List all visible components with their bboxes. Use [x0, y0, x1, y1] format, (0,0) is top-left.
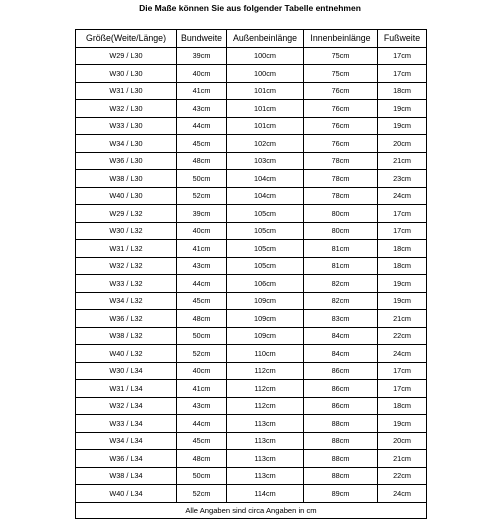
cell-leg-opening: 18cm: [378, 82, 427, 100]
cell-outseam-length: 101cm: [227, 117, 304, 135]
table-row: [76, 82, 427, 100]
cell-outseam-length: 113cm: [227, 450, 304, 468]
cell-leg-opening: 22cm: [378, 327, 427, 345]
cell-leg-opening: 17cm: [378, 47, 427, 65]
cell-inseam-length: 81cm: [304, 257, 378, 275]
cell-size: W31 / L34: [76, 380, 177, 398]
cell-size: W31 / L30: [76, 82, 177, 100]
cell-waist-width: 43cm: [177, 100, 227, 118]
cell-outseam-length: 104cm: [227, 170, 304, 188]
header-outseam-length: Außenbeinlänge: [227, 30, 304, 48]
cell-inseam-length: 88cm: [304, 432, 378, 450]
footer-note: Alle Angaben sind circa Angaben in cm: [76, 502, 427, 519]
cell-size: W34 / L30: [76, 135, 177, 153]
cell-size: W38 / L32: [76, 327, 177, 345]
cell-size: W38 / L30: [76, 170, 177, 188]
cell-size: W33 / L32: [76, 275, 177, 293]
cell-outseam-length: 101cm: [227, 100, 304, 118]
cell-outseam-length: 104cm: [227, 187, 304, 205]
cell-waist-width: 40cm: [177, 362, 227, 380]
cell-size: W32 / L34: [76, 397, 177, 415]
cell-outseam-length: 102cm: [227, 135, 304, 153]
header-size: Größe(Weite/Länge): [76, 30, 177, 48]
cell-leg-opening: 21cm: [378, 310, 427, 328]
table-row: [76, 152, 427, 170]
cell-outseam-length: 105cm: [227, 205, 304, 223]
table-row: [76, 292, 427, 310]
table-row: [76, 397, 427, 415]
table-row: [76, 170, 427, 188]
cell-size: W29 / L32: [76, 205, 177, 223]
cell-leg-opening: 18cm: [378, 397, 427, 415]
cell-leg-opening: 20cm: [378, 135, 427, 153]
cell-inseam-length: 81cm: [304, 240, 378, 258]
table-row: [76, 100, 427, 118]
cell-waist-width: 48cm: [177, 152, 227, 170]
cell-size: W31 / L32: [76, 240, 177, 258]
cell-leg-opening: 17cm: [378, 362, 427, 380]
cell-outseam-length: 100cm: [227, 65, 304, 83]
cell-waist-width: 44cm: [177, 117, 227, 135]
cell-waist-width: 48cm: [177, 310, 227, 328]
cell-inseam-length: 86cm: [304, 362, 378, 380]
table-row: [76, 467, 427, 485]
table-row: [76, 345, 427, 363]
cell-size: W40 / L32: [76, 345, 177, 363]
cell-leg-opening: 22cm: [378, 467, 427, 485]
cell-size: W38 / L34: [76, 467, 177, 485]
cell-waist-width: 40cm: [177, 65, 227, 83]
table-row: [76, 362, 427, 380]
cell-waist-width: 52cm: [177, 485, 227, 503]
cell-inseam-length: 84cm: [304, 327, 378, 345]
cell-waist-width: 44cm: [177, 275, 227, 293]
header-waist-width: Bundweite: [177, 30, 227, 48]
cell-outseam-length: 113cm: [227, 432, 304, 450]
cell-inseam-length: 88cm: [304, 467, 378, 485]
cell-leg-opening: 23cm: [378, 170, 427, 188]
cell-leg-opening: 21cm: [378, 152, 427, 170]
cell-waist-width: 45cm: [177, 292, 227, 310]
table-row: [76, 450, 427, 468]
cell-inseam-length: 86cm: [304, 380, 378, 398]
cell-waist-width: 43cm: [177, 257, 227, 275]
cell-inseam-length: 82cm: [304, 292, 378, 310]
cell-size: W30 / L34: [76, 362, 177, 380]
cell-waist-width: 41cm: [177, 240, 227, 258]
table-row: [76, 47, 427, 65]
cell-leg-opening: 18cm: [378, 240, 427, 258]
cell-size: W36 / L34: [76, 450, 177, 468]
cell-outseam-length: 105cm: [227, 222, 304, 240]
size-table-container: [75, 29, 426, 519]
cell-waist-width: 44cm: [177, 415, 227, 433]
cell-leg-opening: 21cm: [378, 450, 427, 468]
cell-inseam-length: 83cm: [304, 310, 378, 328]
cell-leg-opening: 20cm: [378, 432, 427, 450]
cell-size: W34 / L34: [76, 432, 177, 450]
cell-outseam-length: 110cm: [227, 345, 304, 363]
cell-size: W30 / L32: [76, 222, 177, 240]
cell-inseam-length: 76cm: [304, 135, 378, 153]
table-row: [76, 187, 427, 205]
cell-inseam-length: 88cm: [304, 415, 378, 433]
cell-leg-opening: 24cm: [378, 345, 427, 363]
header-row: [76, 30, 427, 48]
cell-waist-width: 43cm: [177, 397, 227, 415]
table-row: [76, 65, 427, 83]
cell-outseam-length: 106cm: [227, 275, 304, 293]
cell-leg-opening: 17cm: [378, 65, 427, 83]
cell-outseam-length: 112cm: [227, 397, 304, 415]
cell-outseam-length: 109cm: [227, 310, 304, 328]
cell-leg-opening: 19cm: [378, 292, 427, 310]
cell-size: W32 / L30: [76, 100, 177, 118]
table-row: [76, 257, 427, 275]
cell-inseam-length: 78cm: [304, 152, 378, 170]
cell-size: W29 / L30: [76, 47, 177, 65]
cell-waist-width: 50cm: [177, 467, 227, 485]
cell-outseam-length: 109cm: [227, 292, 304, 310]
table-row: [76, 222, 427, 240]
table-row: [76, 485, 427, 503]
cell-size: W34 / L32: [76, 292, 177, 310]
cell-waist-width: 50cm: [177, 170, 227, 188]
table-row: [76, 327, 427, 345]
cell-size: W36 / L32: [76, 310, 177, 328]
cell-waist-width: 41cm: [177, 380, 227, 398]
cell-waist-width: 41cm: [177, 82, 227, 100]
cell-leg-opening: 19cm: [378, 117, 427, 135]
cell-leg-opening: 24cm: [378, 485, 427, 503]
cell-inseam-length: 84cm: [304, 345, 378, 363]
cell-size: W40 / L34: [76, 485, 177, 503]
cell-leg-opening: 17cm: [378, 222, 427, 240]
cell-leg-opening: 17cm: [378, 205, 427, 223]
cell-inseam-length: 78cm: [304, 170, 378, 188]
cell-waist-width: 45cm: [177, 135, 227, 153]
cell-outseam-length: 113cm: [227, 415, 304, 433]
cell-inseam-length: 86cm: [304, 397, 378, 415]
cell-inseam-length: 88cm: [304, 450, 378, 468]
cell-outseam-length: 109cm: [227, 327, 304, 345]
cell-inseam-length: 89cm: [304, 485, 378, 503]
cell-outseam-length: 112cm: [227, 362, 304, 380]
cell-size: W40 / L30: [76, 187, 177, 205]
cell-outseam-length: 105cm: [227, 257, 304, 275]
cell-outseam-length: 112cm: [227, 380, 304, 398]
cell-outseam-length: 103cm: [227, 152, 304, 170]
cell-leg-opening: 24cm: [378, 187, 427, 205]
cell-inseam-length: 75cm: [304, 47, 378, 65]
cell-waist-width: 39cm: [177, 47, 227, 65]
cell-waist-width: 45cm: [177, 432, 227, 450]
header-leg-opening: Fußweite: [378, 30, 427, 48]
size-table-body: [76, 47, 427, 502]
cell-inseam-length: 80cm: [304, 205, 378, 223]
cell-inseam-length: 75cm: [304, 65, 378, 83]
cell-outseam-length: 113cm: [227, 467, 304, 485]
cell-waist-width: 52cm: [177, 187, 227, 205]
cell-leg-opening: 19cm: [378, 275, 427, 293]
table-row: [76, 415, 427, 433]
cell-leg-opening: 19cm: [378, 100, 427, 118]
cell-outseam-length: 114cm: [227, 485, 304, 503]
cell-inseam-length: 80cm: [304, 222, 378, 240]
cell-size: W36 / L30: [76, 152, 177, 170]
cell-inseam-length: 76cm: [304, 82, 378, 100]
table-row: [76, 310, 427, 328]
size-table: [75, 29, 427, 519]
table-row: [76, 275, 427, 293]
table-row: [76, 240, 427, 258]
cell-waist-width: 39cm: [177, 205, 227, 223]
cell-inseam-length: 76cm: [304, 100, 378, 118]
cell-inseam-length: 82cm: [304, 275, 378, 293]
table-row: [76, 380, 427, 398]
cell-waist-width: 52cm: [177, 345, 227, 363]
table-row: [76, 432, 427, 450]
cell-outseam-length: 100cm: [227, 47, 304, 65]
page-title: Die Maße können Sie aus folgender Tabelle entnehmen: [139, 3, 361, 13]
cell-leg-opening: 18cm: [378, 257, 427, 275]
cell-inseam-length: 76cm: [304, 117, 378, 135]
cell-size: W33 / L34: [76, 415, 177, 433]
cell-waist-width: 50cm: [177, 327, 227, 345]
cell-size: W30 / L30: [76, 65, 177, 83]
cell-leg-opening: 19cm: [378, 415, 427, 433]
cell-outseam-length: 101cm: [227, 82, 304, 100]
cell-size: W33 / L30: [76, 117, 177, 135]
table-row: [76, 205, 427, 223]
table-row: [76, 135, 427, 153]
table-row: [76, 117, 427, 135]
header-inseam-length: Innenbeinlänge: [304, 30, 378, 48]
cell-size: W32 / L32: [76, 257, 177, 275]
cell-outseam-length: 105cm: [227, 240, 304, 258]
footer-row: [76, 502, 427, 519]
cell-waist-width: 40cm: [177, 222, 227, 240]
cell-inseam-length: 78cm: [304, 187, 378, 205]
cell-leg-opening: 17cm: [378, 380, 427, 398]
cell-waist-width: 48cm: [177, 450, 227, 468]
